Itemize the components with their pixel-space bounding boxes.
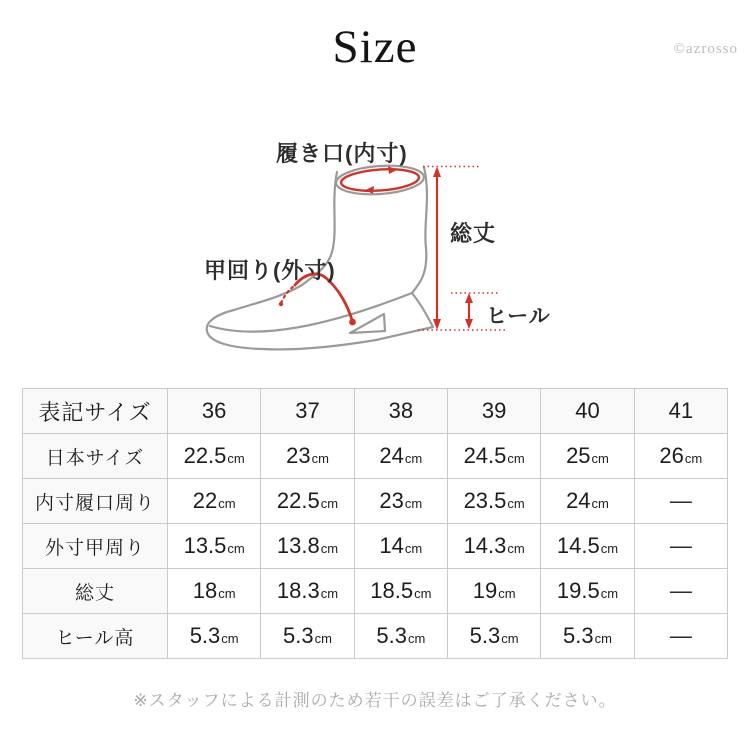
table-row [23,524,728,569]
size-unit: cm [320,586,339,601]
size-unit: cm [314,631,332,646]
size-unit: cm [404,541,423,556]
size-value-cell [447,434,540,479]
size-value: 18 [192,578,218,603]
row-label: ヒール高 [23,614,168,659]
header-row-label: 表記サイズ [23,389,168,434]
size-unit: cm [407,631,426,646]
size-value: 24 [379,443,404,468]
size-unit: cm [221,631,239,646]
label-total-length: 総丈 [450,221,497,246]
size-column-header: 41 [634,389,727,434]
size-unit: cm [218,586,236,601]
table-row [23,479,728,524]
row-label: 日本サイズ [23,434,168,479]
size-value-cell [354,614,447,659]
size-table-header-row [23,389,728,434]
size-value: 5.3 [189,623,221,648]
size-value-cell [634,434,727,479]
boot-measurement-diagram [0,130,750,375]
size-unit: cm [591,451,609,466]
size-value-cell [541,569,634,614]
size-unit: cm [498,586,516,601]
size-value: 13.5 [183,533,227,558]
size-value: 23 [286,443,311,468]
size-unit: cm [684,451,703,466]
row-label: 内寸履口周り [23,479,168,524]
size-value: 24.5 [463,443,507,468]
size-value: 19 [472,578,498,603]
size-value-cell [447,524,540,569]
label-heel: ヒール [486,305,551,328]
table-row [23,434,728,479]
size-column-header: 37 [261,389,354,434]
watermark: ©azrosso [673,41,738,57]
size-value-cell [261,479,354,524]
size-value: 5.3 [563,623,594,648]
size-value-cell [261,524,354,569]
size-table [22,388,728,659]
size-unit: cm [311,451,329,466]
size-unit: cm [404,496,423,511]
size-value: 14.5 [556,533,600,558]
size-value-cell [354,524,447,569]
opening-arrowhead-bottom [365,186,374,194]
size-value-cell [541,524,634,569]
size-value-cell [168,614,261,659]
size-value-cell [168,569,261,614]
size-value: 23.5 [463,488,507,513]
size-unit: cm [600,586,619,601]
size-unit: cm [507,496,525,511]
size-column-header: 39 [447,389,540,434]
size-value-cell [168,524,261,569]
size-unit: cm [600,541,619,556]
size-value-cell: — [634,614,727,659]
table-row [23,569,728,614]
size-value-cell: — [634,524,727,569]
size-unit: cm [594,631,612,646]
size-value: 23 [379,488,404,513]
page-title: Size [332,21,418,73]
size-table-body [23,389,728,659]
size-column-header: 36 [168,389,261,434]
size-value: 22.5 [276,488,320,513]
size-value-cell [541,614,634,659]
size-value: 5.3 [283,623,314,648]
size-unit: cm [227,451,245,466]
table-row [23,614,728,659]
size-value: 14 [379,533,404,558]
size-value-cell [541,434,634,479]
size-value-cell: — [634,479,727,524]
size-value-cell [354,434,447,479]
size-value-cell [261,434,354,479]
size-unit: cm [591,496,609,511]
measurement-annotations [279,166,507,330]
size-value: 22.5 [183,443,227,468]
size-unit: cm [501,631,519,646]
size-unit: cm [227,541,245,556]
size-unit: cm [404,451,423,466]
size-value: 13.8 [276,533,320,558]
size-value-cell [261,569,354,614]
size-value-cell [261,614,354,659]
size-unit: cm [218,496,236,511]
size-value: 24 [566,488,591,513]
measurement-disclaimer: ※スタッフによる計測のため若干の誤差はご了承ください。 [133,691,617,710]
size-value-cell [354,569,447,614]
row-label: 外寸甲周り [23,524,168,569]
size-value-cell [354,479,447,524]
size-value-cell [447,614,540,659]
size-value-cell [447,569,540,614]
size-value: 18.3 [276,578,320,603]
row-label: 総丈 [23,569,168,614]
size-unit: cm [507,541,525,556]
label-opening: 履き口(内寸) [276,141,408,166]
size-value-cell [168,434,261,479]
size-value: 25 [566,443,591,468]
size-value-cell: — [634,569,727,614]
label-instep: 甲回り(外寸) [204,258,336,283]
size-unit: cm [507,451,525,466]
size-value: 26 [659,443,684,468]
size-value: 22 [192,488,218,513]
size-unit: cm [320,496,339,511]
size-value: 5.3 [376,623,407,648]
size-value: 18.5 [370,578,414,603]
size-value-cell [447,479,540,524]
size-unit: cm [414,586,432,601]
size-value-cell [168,479,261,524]
size-column-header: 38 [354,389,447,434]
size-value: 5.3 [469,623,501,648]
size-value-cell [541,479,634,524]
size-value: 14.3 [463,533,507,558]
size-column-header: 40 [541,389,634,434]
size-unit: cm [320,541,339,556]
size-value: 19.5 [556,578,600,603]
